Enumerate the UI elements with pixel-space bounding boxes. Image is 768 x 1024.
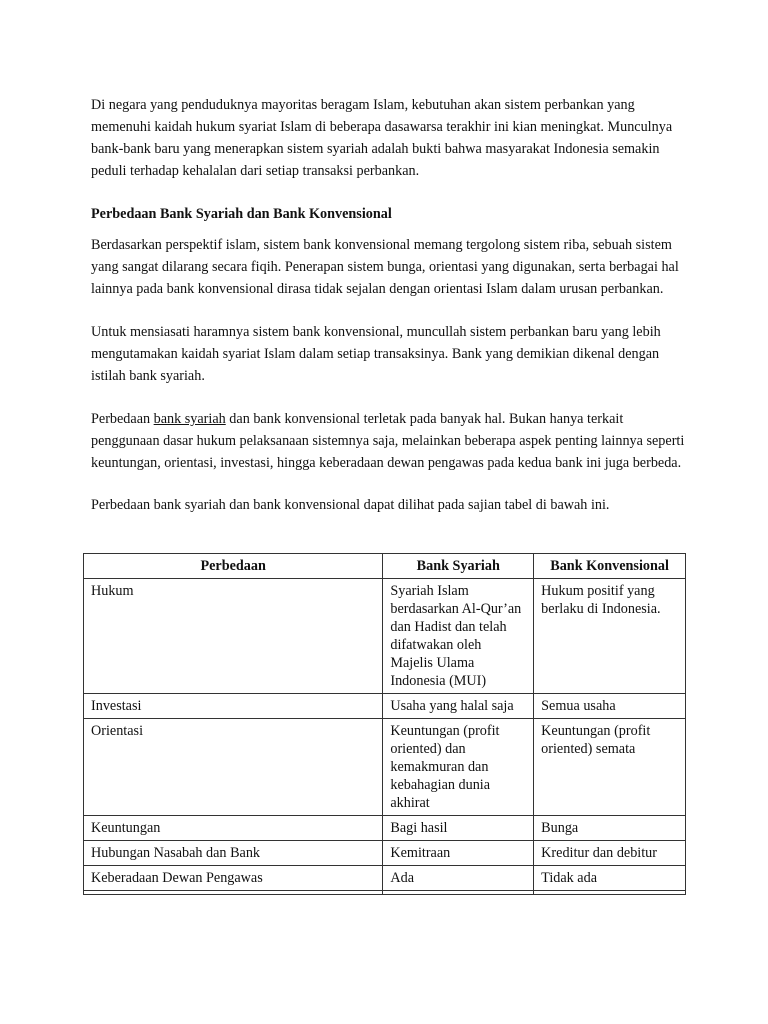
row-konvensional-value: Tidak ada (534, 866, 686, 891)
table-row (84, 866, 686, 891)
comparison-table (83, 553, 686, 895)
row-label: Keuntungan (84, 816, 383, 841)
row-label: Hubungan Nasabah dan Bank (84, 841, 383, 866)
paragraph-differences (91, 408, 687, 474)
section-heading: Perbedaan Bank Syariah dan Bank Konvensional (91, 206, 392, 222)
table-empty-row (84, 891, 686, 895)
table-header-row (84, 554, 686, 579)
row-label: Orientasi (84, 719, 383, 816)
table-intro: Perbedaan bank syariah dan bank konvensional dapat dilihat pada sajian tabel di bawah ini. (91, 497, 610, 513)
row-konvensional-value: Kreditur dan debitur (534, 841, 686, 866)
row-konvensional-value: Bunga (534, 816, 686, 841)
header-perbedaan: Perbedaan (84, 554, 383, 579)
row-label: Investasi (84, 694, 383, 719)
paragraph-riba: Berdasarkan perspektif islam, sistem bank konvensional memang tergolong sistem riba, sebuah sistem yang sangat dilarang secara fiqih. Penerapan sistem bunga, orientasi yang digunakan, serta berbagai hal lainnya pada bank konvensional dirasa tidak sejalan dengan orientasi Islam dalam urusan perbankan. (91, 237, 679, 297)
row-syariah-value: Ada (383, 866, 534, 891)
paragraph-text-after-link: dan bank konvensional terletak pada banyak hal. Bukan hanya terkait penggunaan dasar hukum pelaksanaan sistemnya saja, melainkan beberapa aspek penting lainnya seperti keuntungan, orientasi, investasi, hingga keberadaan dewan pengawas pada kedua bank ini juga berbeda. (91, 411, 685, 471)
row-label: Hukum (84, 579, 383, 694)
row-label: Keberadaan Dewan Pengawas (84, 866, 383, 891)
bank-syariah-link[interactable]: bank syariah (153, 411, 226, 427)
row-syariah-value: Syariah Islam berdasarkan Al-Qur’an dan Hadist dan telah difatwakan oleh Majelis Ulama Indonesia (MUI) (383, 579, 534, 694)
header-bank-syariah: Bank Syariah (383, 554, 534, 579)
row-konvensional-value: Semua usaha (534, 694, 686, 719)
row-konvensional-value: Hukum positif yang berlaku di Indonesia. (534, 579, 686, 694)
document-body (91, 94, 687, 515)
paragraph-text-before-link: Perbedaan (91, 411, 154, 427)
empty-cell (534, 891, 686, 895)
header-bank-konvensional: Bank Konvensional (534, 554, 686, 579)
row-syariah-value: Keuntungan (profit oriented) dan kemakmuran dan kebahagian dunia akhirat (383, 719, 534, 816)
table-row (84, 816, 686, 841)
intro-paragraph: Di negara yang penduduknya mayoritas beragam Islam, kebutuhan akan sistem perbankan yang memenuhi kaidah hukum syariat Islam di beberapa dasawarsa terakhir ini kian meningkat. Munculnya bank-bank baru yang menerapkan sistem syariah adalah bukti bahwa masyarakat Indonesia semakin peduli terhadap kehalalan dari setiap transaksi perbankan. (91, 97, 673, 179)
row-konvensional-value: Keuntungan (profit oriented) semata (534, 719, 686, 816)
table-row (84, 579, 686, 694)
row-syariah-value: Bagi hasil (383, 816, 534, 841)
table-row (84, 719, 686, 816)
table-row (84, 841, 686, 866)
empty-cell (84, 891, 383, 895)
row-syariah-value: Usaha yang halal saja (383, 694, 534, 719)
row-syariah-value: Kemitraan (383, 841, 534, 866)
table-row (84, 694, 686, 719)
empty-cell (383, 891, 534, 895)
paragraph-syariah-origin: Untuk mensiasati haramnya sistem bank konvensional, muncullah sistem perbankan baru yang lebih mengutamakan kaidah syariat Islam dalam setiap transaksinya. Bank yang demikian dikenal dengan istilah bank syariah. (91, 324, 661, 384)
